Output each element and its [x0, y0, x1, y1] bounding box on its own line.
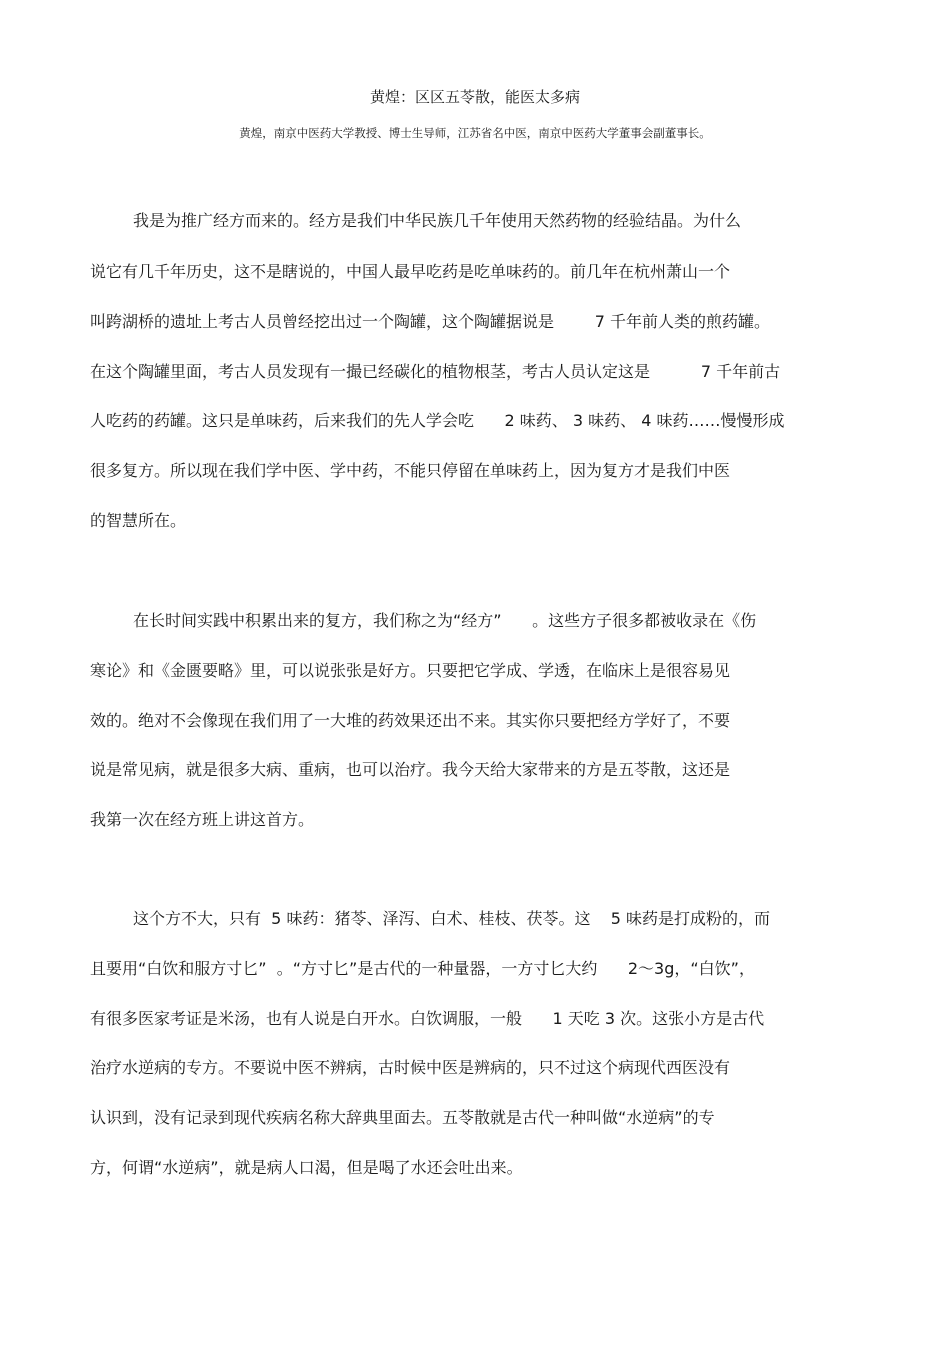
paragraph-line: 在这个陶罐里面，考古人员发现有一撮已经碳化的植物根茎，考古人员认定这是 7 千年前古	[90, 362, 781, 381]
paragraph-line: 的智慧所在。	[90, 511, 187, 530]
paragraph-line: 人吃药的药罐。这只是单味药，后来我们的先人学会吃 2 味药、 3 味药、 4 味药……慢慢形成	[90, 411, 785, 430]
paragraph-line: 很多复方。所以现在我们学中医、学中药，不能只停留在单味药上，因为复方才是我们中医	[90, 461, 731, 480]
paragraph-line: 说是常见病，就是很多大病、重病，也可以治疗。我今天给大家带来的方是五苓散，这还是	[90, 760, 731, 779]
paragraph-line: 方，何谓“水逆病”，就是病人口渴，但是喝了水还会吐出来。	[90, 1158, 523, 1177]
author-byline: 黄煌，南京中医药大学教授、博士生导师，江苏省名中医，南京中医药大学董事会副董事长。	[239, 126, 711, 140]
paragraph-line: 认识到，没有记录到现代疾病名称大辞典里面去。五苓散就是古代一种叫做“水逆病”的专	[90, 1108, 715, 1127]
paragraph-line: 说它有几千年历史，这不是瞎说的，中国人最早吃药是吃单味药的。前几年在杭州萧山一个	[90, 262, 731, 281]
paragraph-line: 效的。绝对不会像现在我们用了一大堆的药效果还出不来。其实你只要把经方学好了，不要	[90, 711, 731, 730]
paragraph-line: 我是为推广经方而来的。经方是我们中华民族几千年使用天然药物的经验结晶。为什么	[133, 211, 742, 230]
paragraph-line: 这个方不大，只有 5 味药：猪苓、泽泻、白术、桂枝、茯苓。这 5 味药是打成粉的，而	[133, 909, 771, 928]
paragraph-line: 寒论》和《金匮要略》里，可以说张张是好方。只要把它学成、学透，在临床上是很容易见	[90, 661, 731, 680]
paragraph-line: 叫跨湖桥的遗址上考古人员曾经挖出过一个陶罐，这个陶罐据说是 7 千年前人类的煎药罐。	[90, 312, 770, 331]
paragraph-line: 治疗水逆病的专方。不要说中医不辨病，古时候中医是辨病的，只不过这个病现代西医没有	[90, 1058, 731, 1077]
paragraph-line: 在长时间实践中积累出来的复方，我们称之为“经方” 。这些方子很多都被收录在《伤	[133, 611, 757, 630]
article-title: 黄煌：区区五苓散，能医太多病	[369, 88, 580, 106]
paragraph-line: 有很多医家考证是米汤，也有人说是白开水。白饮调服，一般 1 天吃 3 次。这张小方是古代	[90, 1009, 765, 1028]
paragraph-line: 我第一次在经方班上讲这首方。	[90, 810, 315, 829]
paragraph-line: 且要用“白饮和服方寸匕” 。“方寸匕”是古代的一种量器，一方寸匕大约 2～3g，“白饮”，	[90, 959, 755, 978]
